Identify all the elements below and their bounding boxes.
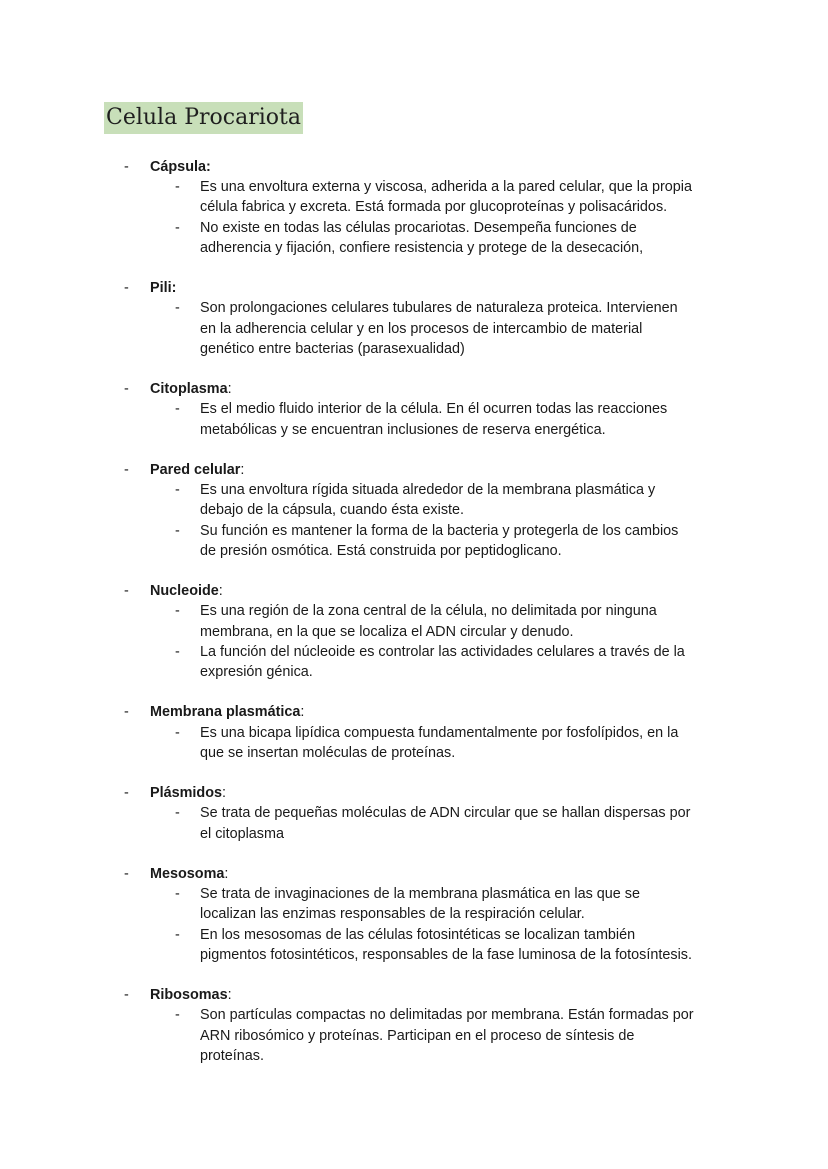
list-item [0, 218, 828, 258]
list-dash: - [175, 805, 180, 822]
section-heading [150, 864, 828, 884]
section [0, 985, 828, 1066]
list-item [0, 642, 828, 682]
list-dash: - [175, 1007, 180, 1024]
list-item-text: La función del núcleoide es controlar las actividades celulares a través de la expresión génica. [200, 643, 685, 681]
section [0, 581, 828, 682]
list-item-text: Es una bicapa lipídica compuesta fundamentalmente por fosfolípidos, en la que se insertan moléculas de proteínas. [200, 724, 679, 761]
list-item-text: Son prolongaciones celulares tubulares de naturaleza proteica. Intervienen en la adherencia celular y en los procesos de intercambio de material genético entre bacterias (parasexualidad) [200, 300, 678, 357]
section-heading-label: Plásmidos [150, 785, 222, 802]
list-dash: - [124, 785, 129, 802]
section-heading [150, 460, 828, 480]
list-dash: - [175, 401, 180, 418]
list-item-text: Se trata de invaginaciones de la membrana plasmática en las que se localizan las enzimas responsables de la respiración celular. [200, 886, 640, 923]
list-dash: - [175, 926, 180, 943]
section-heading [150, 581, 828, 601]
section-heading-label: Nucleoide [150, 583, 219, 600]
section-heading-row [0, 379, 828, 399]
section-heading-label: Citoplasma [150, 381, 228, 398]
list-dash: - [124, 280, 129, 297]
list-item [0, 177, 828, 217]
list-dash: - [124, 159, 129, 175]
section [0, 864, 828, 965]
list-item-text: Es una envoltura rígida situada alrededor de la membrana plasmática y debajo de la cápsula, cuando ésta existe. [200, 482, 656, 519]
section-heading [150, 157, 828, 177]
section-heading-label: Pili: [150, 280, 177, 297]
section-heading [150, 985, 828, 1005]
section-heading-label: Membrana plasmática [150, 704, 301, 721]
list-item [0, 925, 828, 965]
list-dash: - [175, 603, 180, 620]
list-dash: - [124, 866, 129, 882]
section [0, 702, 828, 763]
list-item [0, 480, 828, 520]
list-item-text: Es una envoltura externa y viscosa, adherida a la pared celular, que la propia célula fabrica y excreta. Está formada por glucoproteínas y polisacáridos. [200, 179, 692, 216]
list-dash: - [124, 381, 129, 398]
list-item [0, 723, 828, 763]
list-dash: - [175, 179, 180, 196]
section-heading-suffix: : [240, 462, 245, 478]
section-heading-row [0, 581, 828, 601]
list-item [0, 1005, 828, 1066]
list-item-text: No existe en todas las células procariotas. Desempeña funciones de adherencia y fijación, confiere resistencia y protege de la desecación, [200, 219, 644, 256]
list-dash: - [124, 583, 129, 600]
list-item-text: Su función es mantener la forma de la bacteria y protegerla de los cambios de presión osmótica. Está construida por peptidoglicano. [200, 522, 679, 559]
section [0, 783, 828, 844]
section [0, 460, 828, 561]
list-item [0, 298, 828, 359]
section [0, 278, 828, 359]
section-heading-row [0, 157, 828, 177]
section-heading-suffix: : [227, 987, 232, 1004]
list-dash: - [175, 724, 180, 741]
section-heading-row [0, 864, 828, 884]
list-item [0, 521, 828, 561]
list-item [0, 399, 828, 439]
section-heading-row [0, 278, 828, 298]
section-heading-label: Mesosoma [150, 866, 225, 882]
section-heading-row [0, 460, 828, 480]
section-heading-suffix: : [224, 866, 229, 882]
list-item-text: Se trata de pequeñas moléculas de ADN circular que se hallan dispersas por el citoplasma [200, 805, 691, 842]
section-heading-label: Ribosomas [150, 987, 228, 1004]
list-dash: - [124, 462, 129, 478]
section-heading [150, 379, 828, 399]
section-heading-label: Pared celular [150, 462, 241, 478]
section-heading-row [0, 985, 828, 1005]
list-item [0, 803, 828, 843]
section-heading-suffix: : [221, 785, 226, 802]
list-item-text: Es el medio fluido interior de la célula. En él ocurren todas las reacciones metabólicas y se encuentran inclusiones de reserva energética. [200, 401, 668, 438]
list-dash: - [175, 522, 180, 539]
section-heading-suffix: : [300, 704, 305, 721]
list-item-text: En los mesosomas de las células fotosintéticas se localizan también pigmentos fotosintéticos, responsables de la fase luminosa de la fotosíntesis. [200, 926, 692, 963]
list-dash: - [175, 643, 180, 660]
section [0, 379, 828, 440]
list-item [0, 601, 828, 641]
section-list [0, 157, 828, 1086]
list-item-text: Son partículas compactas no delimitadas por membrana. Están formadas por ARN ribosómico y proteínas. Participan en el proceso de síntesis de proteínas. [200, 1007, 694, 1064]
section-heading-row [0, 783, 828, 803]
section-heading-suffix: : [218, 583, 223, 600]
section-heading-row [0, 702, 828, 722]
page-title: Celula Procariota [104, 102, 303, 134]
section-heading [150, 783, 828, 803]
list-item [0, 884, 828, 924]
section-heading [150, 702, 828, 722]
section-heading-label: Cápsula: [150, 159, 211, 175]
list-dash: - [175, 219, 180, 236]
list-dash: - [175, 300, 180, 317]
list-dash: - [124, 987, 129, 1004]
section [0, 157, 828, 258]
list-dash: - [175, 482, 180, 499]
section-heading-suffix: : [227, 381, 232, 398]
list-dash: - [124, 704, 129, 721]
list-item-text: Es una región de la zona central de la célula, no delimitada por ninguna membrana, en la que se localiza el ADN circular y denudo. [200, 603, 657, 640]
list-dash: - [175, 886, 180, 903]
section-heading [150, 278, 828, 298]
